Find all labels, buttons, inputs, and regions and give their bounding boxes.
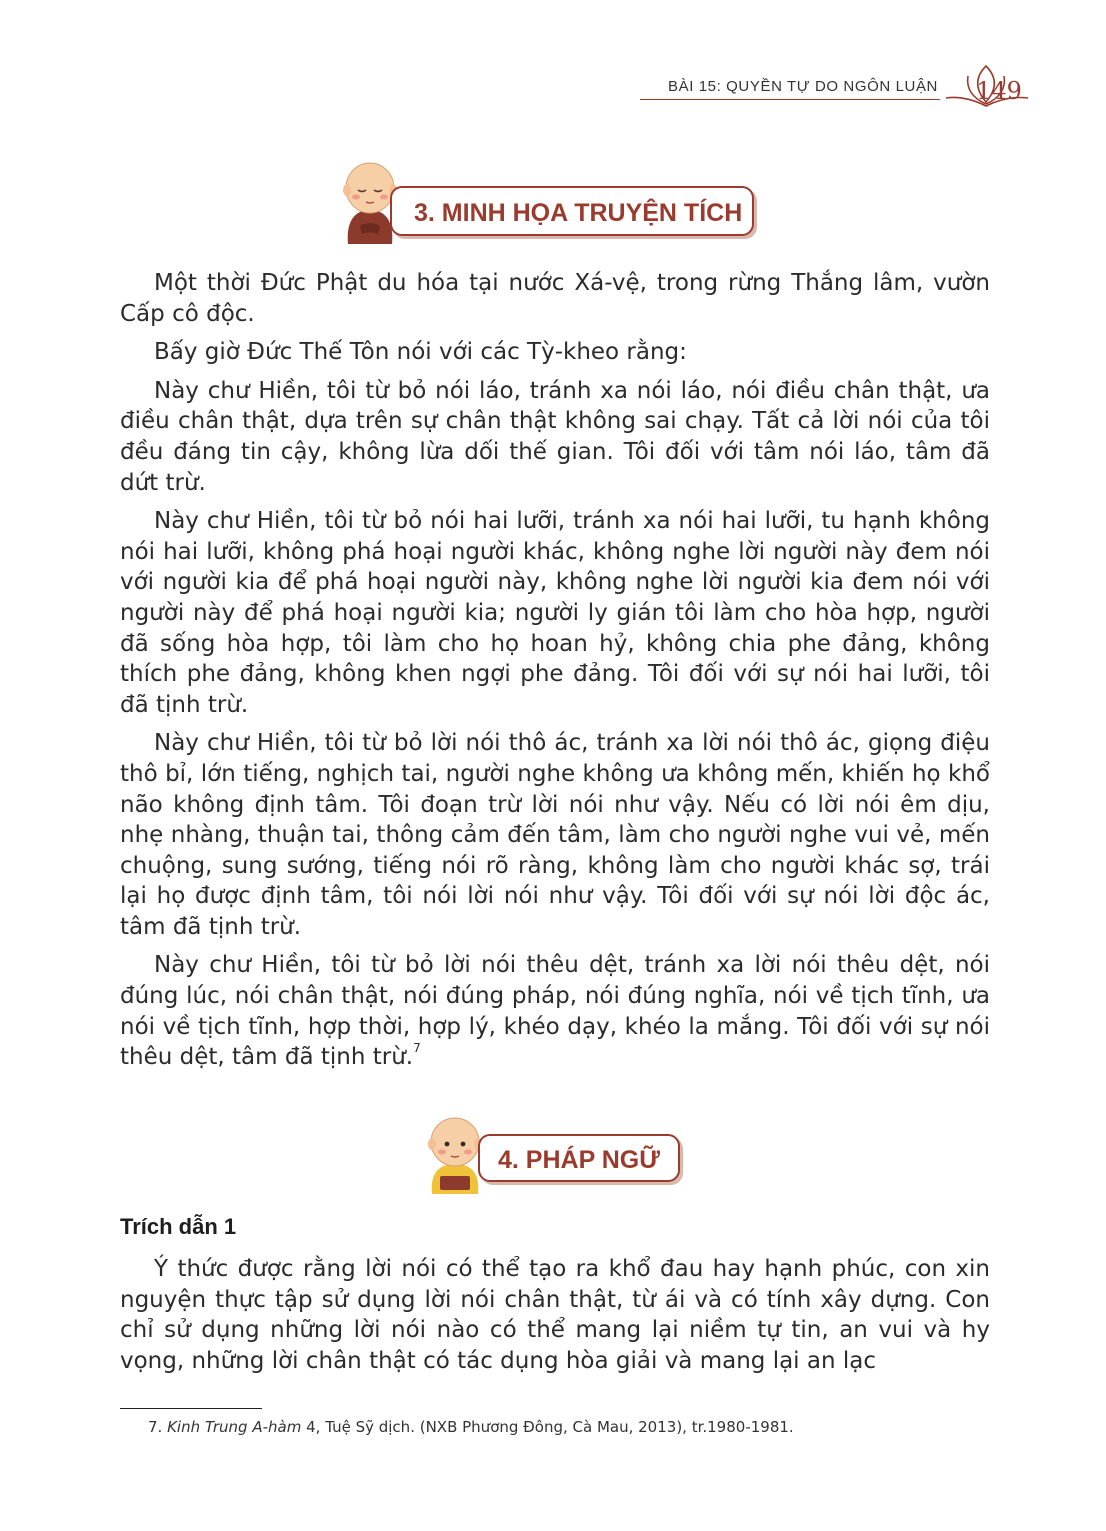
footnote-number: 7. bbox=[148, 1418, 163, 1436]
section-4-heading bbox=[478, 1134, 680, 1182]
story-paragraph-6-text: Này chư Hiền, tôi từ bỏ lời nói thêu dệt, tránh xa lời nói thêu dệt, nói đúng lúc, nói chân thật, nói đúng pháp, nói đúng nghĩa, nói về tịch tĩnh, ưa nói về tịch tĩnh, hợp thời, hợp lý, khéo dạy, khéo la mắng. Tôi đối với sự nói thêu dệt, tâm đã tịnh trừ. bbox=[120, 952, 990, 1071]
header-rule bbox=[640, 99, 940, 100]
story-paragraph-2: Bấy giờ Đức Thế Tôn nói với các Tỳ-kheo rằng: bbox=[154, 339, 687, 366]
footnote-rule bbox=[120, 1408, 262, 1409]
footnote-details: 4, Tuệ Sỹ dịch. (NXB Phương Đông, Cà Mau, 2013), tr.1980-1981. bbox=[301, 1418, 794, 1436]
section-4-title: 4. PHÁP NGỮ bbox=[498, 1146, 660, 1174]
footnote bbox=[148, 1418, 794, 1436]
story-paragraph-3: Này chư Hiền, tôi từ bỏ nói láo, tránh xa nói láo, nói điều chân thật, ưa điều chân thật, dựa trên sự chân thật không sai chạy. Tất cả lời nói của tôi đều đáng tin cậy, không lừa dối thế gian. Tôi đối với tâm nói láo, tâm đã dứt trừ. bbox=[120, 377, 990, 496]
section-3-heading bbox=[390, 186, 754, 236]
footnote-marker: 7 bbox=[413, 1041, 421, 1056]
running-header-title: BÀI 15: QUYỀN TỰ DO NGÔN LUẬN bbox=[668, 78, 938, 95]
page-number: 149 bbox=[976, 77, 1022, 105]
section-4-body bbox=[120, 1254, 990, 1376]
story-paragraph-1: Một thời Đức Phật du hóa tại nước Xá-vệ, trong rừng Thắng lâm, vườn Cấp cô độc. bbox=[120, 270, 990, 327]
story-paragraph-6 bbox=[120, 950, 990, 1072]
footnote-book-title: Kinh Trung A-hàm bbox=[167, 1418, 302, 1436]
section-3-body bbox=[120, 268, 990, 1073]
story-paragraph-4: Này chư Hiền, tôi từ bỏ nói hai lưỡi, tránh xa nói hai lưỡi, tu hạnh không nói hai lưỡi, không phá hoại người khác, không nghe lời người này đem nói với người kia để phá hoại người này, không nghe lời người kia đem nói với người này để phá hoại người kia; người ly gián tôi làm cho hòa hợp, người đã sống hòa hợp, tôi làm cho họ hoan hỷ, không chia phe đảng, không thích phe đảng, không khen ngợi phe đảng. Tôi đối với sự nói hai lưỡi, tôi đã tịnh trừ. bbox=[120, 508, 990, 718]
quote-subheading: Trích dẫn 1 bbox=[120, 1214, 237, 1239]
quote-paragraph: Ý thức được rằng lời nói có thể tạo ra khổ đau hay hạnh phúc, con xin nguyện thực tập sử dụng lời nói chân thật, từ ái và có tính xây dựng. Con chỉ sử dụng những lời nói nào có thể mang lại niềm tự tin, an vui và hy vọng, những lời chân thật có tác dụng hòa giải và mang lại an lạc bbox=[120, 1256, 990, 1374]
section-3-title: 3. MINH HỌA TRUYỆN TÍCH bbox=[414, 199, 743, 227]
story-paragraph-5: Này chư Hiền, tôi từ bỏ lời nói thô ác, tránh xa lời nói thô ác, giọng điệu thô bỉ, lớn tiếng, nghịch tai, người nghe không ưa không mến, khiến họ khổ não không định tâm. Tôi đoạn trừ lời nói như vậy. Nếu có lời nói êm dịu, nhẹ nhàng, thuận tai, thông cảm đến tâm, làm cho người nghe vui vẻ, mến chuộng, sung sướng, tiếng nói rõ ràng, không làm cho người khác sợ, trái lại họ được định tâm, tôi nói lời nói như vậy. Tôi đối với sự nói lời độc ác, tâm đã tịnh trừ. bbox=[120, 730, 990, 940]
